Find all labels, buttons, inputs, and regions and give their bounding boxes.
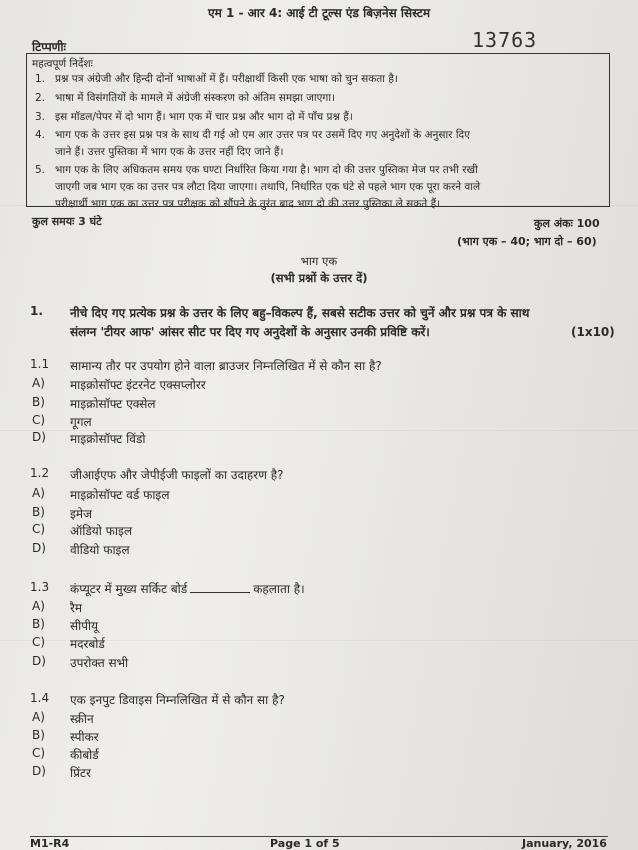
paper-title: एम 1 - आर 4: आई टी टूल्स एंड बिज़नेस सिस्टम bbox=[207, 6, 431, 20]
option-label: C) bbox=[32, 635, 46, 649]
option-label: A) bbox=[32, 486, 45, 500]
question-text: एक इनपुट डिवाइस निम्नलिखित में से कौन सा है? bbox=[70, 693, 285, 707]
instructions-title: महत्वपूर्ण निर्देशः bbox=[32, 58, 93, 70]
option-label: B) bbox=[32, 617, 45, 631]
option-label: D) bbox=[32, 430, 46, 444]
footer-page: Page 1 of 5 bbox=[270, 837, 340, 850]
option-text: मदरबोर्ड bbox=[70, 637, 105, 651]
option-text: माइक्रोसॉफ्ट एक्सेल bbox=[70, 397, 156, 411]
question-number: 1.1 bbox=[30, 357, 50, 371]
total-time: कुल समयः 3 घंटे bbox=[32, 215, 102, 228]
option-text: उपरोक्त सभी bbox=[70, 656, 129, 670]
part-subtitle: (सभी प्रश्नों के उत्तर दें) bbox=[270, 271, 368, 285]
option-text: प्रिंटर bbox=[70, 766, 91, 780]
option-text: स्क्रीन bbox=[70, 712, 94, 726]
option-label: B) bbox=[32, 395, 45, 409]
option-text: माइक्रोसॉफ्ट विंडो bbox=[70, 432, 146, 446]
option-label: D) bbox=[32, 654, 46, 668]
option-label: C) bbox=[32, 746, 46, 760]
option-text: रैम bbox=[70, 601, 83, 615]
option-text: ऑडियो फाइल bbox=[70, 524, 133, 538]
question-text: कंप्यूटर में मुख्य सर्किट बोर्ड कहलाता है। bbox=[70, 582, 305, 596]
option-text: स्पीकर bbox=[70, 730, 99, 744]
notes-label: टिप्पणीः bbox=[32, 40, 66, 54]
question-number: 1. bbox=[30, 304, 43, 318]
footer-code: M1-R4 bbox=[30, 837, 70, 850]
marks-split: (भाग एक – 40; भाग दो – 60) bbox=[457, 235, 597, 248]
question-text: जीआईएफ और जेपीईजी फाइलों का उदाहरण है? bbox=[70, 468, 284, 482]
question-instruction: नीचे दिए गए प्रत्येक प्रश्न के उत्तर के लिए बहु–विकल्प हैं, सबसे सटीक उत्तर को चुनें और प्रश्न पत्र के साथ संलग्न 'टीयर आफ' आंसर सीट पर दिए गए अनुदेशों के अनुसार उनकी प्रविष्टि करें। bbox=[70, 306, 530, 339]
option-label: D) bbox=[32, 541, 46, 555]
option-text: गूगल bbox=[70, 415, 92, 429]
answer-blank bbox=[190, 582, 250, 593]
option-text: माइक्रोसॉफ्ट वर्ड फाइल bbox=[70, 488, 170, 502]
question-text: सामान्य तौर पर उपयोग होने वाला ब्राउजर निम्नलिखित में से कौन सा है? bbox=[70, 359, 382, 373]
option-label: B) bbox=[32, 505, 45, 519]
question-marks: (1x10) bbox=[571, 325, 615, 339]
instructions-box: महत्वपूर्ण निर्देशः 1. प्रश्न पत्र अंग्रेजी और हिन्दी दोनों भाषाओं में हैं। परीक्षार्थी किसी एक भाषा को चुन सकता है। 2. भाषा में विसंगतियों के मामले में अंग्रेजी संस्करण को अंतिम समझा जाएगा। 3. इस मॉडल/पेपर में दो भाग हैं। भाग एक में चार प्रश्न और भाग दो में पाँच प्रश्न हैं। 4. भाग एक के उत्तर इस प्रश्न पत्र के साथ दी गई ओ एम आर उत्तर पत्र पर उसमें दिए गए अनुदेशों के अनुसार दिए जाने हैं। उत्तर पुस्तिका में भाग एक के उत्तर नहीं दिए जाने हैं। 5. भाग एक के लिए अधिकतम समय एक घण्टा निर्धारित किया गया है। भाग दो की उत्तर पुस्तिका मेज पर तभी रखी जाएगी जब भाग एक का उत्तर पत्र लौटा दिया जाएगा। तथापि, निर्धारित एक घंटे से पहले भाग एक पूरा करने वाले परीक्षार्थी भाग एक का उत्तर पत्र परीक्षक को सौंपने के तुरंत बाद भाग दो की उत्तर पुस्तिका ले सकते हैं। bbox=[26, 53, 610, 207]
option-text: सीपीयू bbox=[70, 619, 99, 633]
option-label: A) bbox=[32, 376, 45, 390]
question-number: 1.3 bbox=[30, 580, 50, 594]
question-number: 1.2 bbox=[30, 466, 50, 480]
option-label: C) bbox=[32, 413, 46, 427]
option-label: A) bbox=[32, 710, 45, 724]
option-text: इमेज bbox=[70, 507, 92, 521]
option-label: B) bbox=[32, 728, 45, 742]
part-title: भाग एक bbox=[300, 254, 338, 268]
option-label: C) bbox=[32, 522, 46, 536]
footer-date: January, 2016 bbox=[522, 837, 607, 850]
option-text: वीडियो फाइल bbox=[70, 543, 130, 557]
total-marks: कुल अंकः 100 bbox=[534, 217, 600, 230]
paper-code: 13763 bbox=[472, 28, 538, 52]
question-number: 1.4 bbox=[30, 691, 50, 705]
option-text: माइक्रोसॉफ्ट इंटरनेट एक्सप्लोरर bbox=[70, 378, 206, 392]
option-text: कीबोर्ड bbox=[70, 748, 99, 762]
option-label: D) bbox=[32, 764, 46, 778]
option-label: A) bbox=[32, 599, 45, 613]
